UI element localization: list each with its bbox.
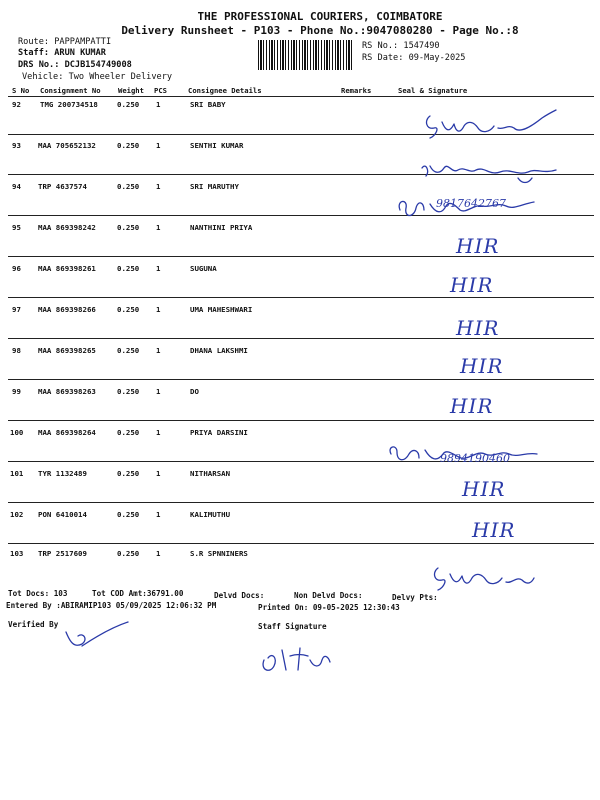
row-consignment: MAA 869398266 xyxy=(38,305,96,314)
row-separator xyxy=(8,338,594,339)
row-consignment: PON 6410014 xyxy=(38,510,87,519)
row-pcs: 1 xyxy=(156,387,161,396)
drs-number: DRS No.: DCJB154749008 xyxy=(18,60,132,70)
row-weight: 0.250 xyxy=(117,264,140,273)
hir-mark: HIR xyxy=(456,234,500,258)
row-consignment: TRP 2517609 xyxy=(38,549,87,558)
row-consignee: NITHARSAN xyxy=(190,469,231,478)
row-pcs: 1 xyxy=(156,141,161,150)
row-consignment: MAA 705652132 xyxy=(38,141,96,150)
col-consignee: Consignee Details xyxy=(188,86,262,95)
printed-on: Printed On: 09-05-2025 12:30:43 xyxy=(258,603,400,612)
handwritten-signature xyxy=(420,108,560,148)
row-consignment: MAA 869398261 xyxy=(38,264,96,273)
row-sno: 94 xyxy=(12,182,21,191)
row-sno: 100 xyxy=(10,428,24,437)
row-consignee: SRI MARUTHY xyxy=(190,182,239,191)
row-consignment: MAA 869398264 xyxy=(38,428,96,437)
col-sno: S No xyxy=(12,86,30,95)
row-consignee: NANTHINI PRIYA xyxy=(190,223,253,232)
row-sno: 99 xyxy=(12,387,21,396)
row-weight: 0.250 xyxy=(117,100,140,109)
row-separator xyxy=(8,420,594,421)
row-separator xyxy=(8,379,594,380)
rs-date: RS Date: 09-May-2025 xyxy=(362,53,466,63)
row-pcs: 1 xyxy=(156,428,161,437)
row-sno: 103 xyxy=(10,549,24,558)
verified-by-label: Verified By xyxy=(8,620,59,629)
row-pcs: 1 xyxy=(156,510,161,519)
row-consignee: SENTHI KUMAR xyxy=(190,141,244,150)
handwritten-phone: 9817642767 xyxy=(436,197,506,210)
row-sno: 93 xyxy=(12,141,21,150)
verifier-signature xyxy=(60,618,130,658)
col-pcs: PCS xyxy=(154,86,167,95)
col-consignment: Consignment No xyxy=(40,86,101,95)
runsheet-subtitle: Delivery Runsheet - P103 - Phone No.:9047080280 - Page No.:8 xyxy=(121,24,519,37)
row-sno: 97 xyxy=(12,305,21,314)
barcode-image xyxy=(258,40,354,70)
row-pcs: 1 xyxy=(156,100,161,109)
row-weight: 0.250 xyxy=(117,305,140,314)
row-weight: 0.250 xyxy=(117,223,140,232)
row-consignment: TMG 200734518 xyxy=(40,100,98,109)
total-docs: Tot Docs: 103 xyxy=(8,589,68,598)
staff-label: Staff: ARUN KUMAR xyxy=(18,48,106,58)
row-consignee: PRIYA DARSINI xyxy=(190,428,248,437)
row-pcs: 1 xyxy=(156,346,161,355)
col-weight: Weight xyxy=(118,86,144,95)
row-consignee: SRI BABY xyxy=(190,100,226,109)
row-consignee: KALIMUTHU xyxy=(190,510,231,519)
row-weight: 0.250 xyxy=(117,346,140,355)
col-seal-signature: Seal & Signature xyxy=(398,86,468,95)
row-consignment: MAA 869398265 xyxy=(38,346,96,355)
col-remarks: Remarks xyxy=(341,86,372,95)
row-consignee: DHANA LAKSHMI xyxy=(190,346,248,355)
delivered-docs: Delvd Docs: xyxy=(214,591,265,600)
row-pcs: 1 xyxy=(156,182,161,191)
row-sno: 92 xyxy=(12,100,21,109)
row-sno: 98 xyxy=(12,346,21,355)
row-consignee: UMA MAHESHWARI xyxy=(190,305,253,314)
row-consignment: TRP 4637574 xyxy=(38,182,87,191)
row-separator xyxy=(8,256,594,257)
row-consignment: TYR 1132489 xyxy=(38,469,87,478)
row-separator xyxy=(8,543,594,544)
row-weight: 0.250 xyxy=(117,428,140,437)
company-title: THE PROFESSIONAL COURIERS, COIMBATORE xyxy=(197,10,443,23)
row-weight: 0.250 xyxy=(117,141,140,150)
row-pcs: 1 xyxy=(156,469,161,478)
row-separator xyxy=(8,502,594,503)
row-weight: 0.250 xyxy=(117,549,140,558)
row-consignment: MAA 869398263 xyxy=(38,387,96,396)
row-consignee: SUGUNA xyxy=(190,264,217,273)
delivery-points: Delvy Pts: xyxy=(392,593,438,602)
row-sno: 95 xyxy=(12,223,21,232)
row-pcs: 1 xyxy=(156,305,161,314)
row-weight: 0.250 xyxy=(117,182,140,191)
header-rule xyxy=(8,96,594,97)
route-label: Route: PAPPAMPATTI xyxy=(18,37,112,47)
vehicle-label: Vehicle: Two Wheeler Delivery xyxy=(22,72,173,82)
row-sno: 102 xyxy=(10,510,24,519)
row-sno: 96 xyxy=(12,264,21,273)
row-consignment: MAA 869398242 xyxy=(38,223,96,232)
staff-signature xyxy=(256,640,336,680)
row-weight: 0.250 xyxy=(117,510,140,519)
hir-mark: HIR xyxy=(460,354,504,378)
handwritten-phone: 9894190460 xyxy=(440,452,510,465)
row-weight: 0.250 xyxy=(117,469,140,478)
staff-signature-label: Staff Signature xyxy=(258,622,327,631)
hir-mark: HIR xyxy=(450,394,494,418)
total-cod-amount: Tot COD Amt:36791.00 xyxy=(92,589,184,598)
row-pcs: 1 xyxy=(156,223,161,232)
row-sno: 101 xyxy=(10,469,24,478)
row-separator xyxy=(8,297,594,298)
hir-mark: HIR xyxy=(462,477,506,501)
handwritten-signature xyxy=(418,158,563,188)
rs-number: RS No.: 1547490 xyxy=(362,41,440,51)
hir-mark: HIR xyxy=(472,518,516,542)
row-pcs: 1 xyxy=(156,549,161,558)
entered-by: Entered By :ABIRAMIP103 05/09/2025 12:06:32 PM xyxy=(6,601,217,610)
non-delivered-docs: Non Delvd Docs: xyxy=(294,591,363,600)
row-weight: 0.250 xyxy=(117,387,140,396)
hir-mark: HIR xyxy=(450,273,494,297)
handwritten-signature xyxy=(428,560,538,600)
hir-mark: HIR xyxy=(456,316,500,340)
row-pcs: 1 xyxy=(156,264,161,273)
row-consignee: S.R SPNNINERS xyxy=(190,549,248,558)
row-consignee: DO xyxy=(190,387,199,396)
